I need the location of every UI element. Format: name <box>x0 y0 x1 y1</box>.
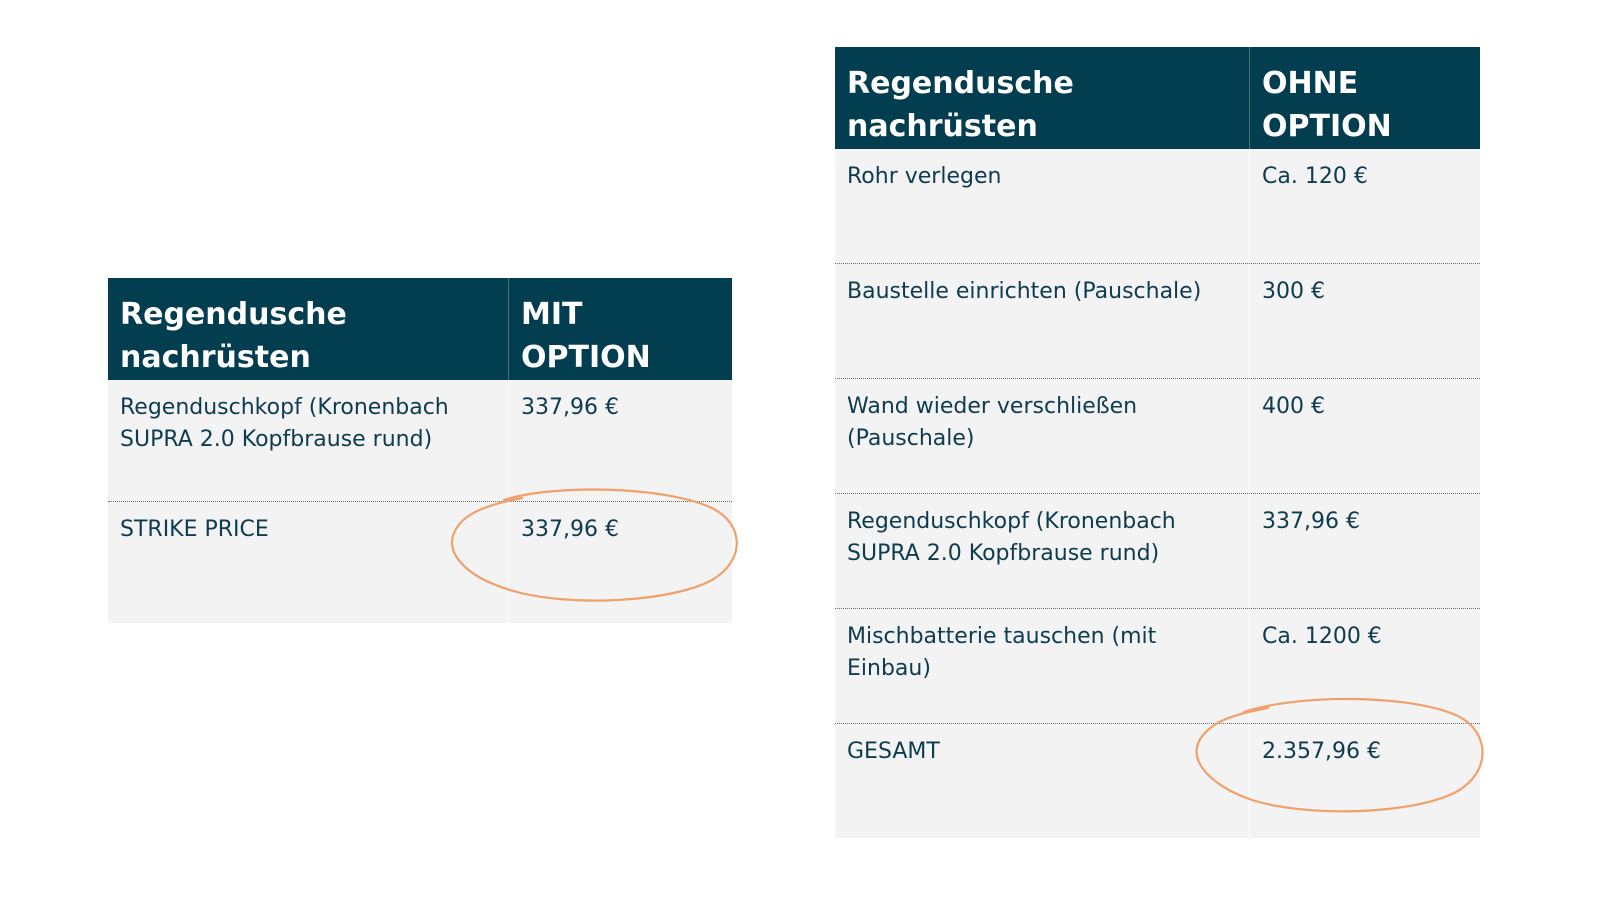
row-price: Ca. 1200 € <box>1249 609 1480 723</box>
row-item: Mischbatterie tauschen (mit Einbau) <box>847 624 1157 681</box>
row-price: Ca. 120 € <box>1249 149 1480 263</box>
row-item: Baustelle einrichten (Pauschale) <box>847 279 1202 304</box>
header-label: Regendusche nachrüsten <box>847 66 1074 144</box>
row-item: Regenduschkopf (Kronenbach SUPRA 2.0 Kopfbrause rund) <box>120 395 449 452</box>
table-header <box>108 278 732 380</box>
row-item: STRIKE PRICE <box>120 517 269 542</box>
table-row <box>835 149 1480 264</box>
row-price: 2.357,96 € <box>1249 724 1480 838</box>
table-row <box>835 264 1480 379</box>
table-row <box>835 494 1480 609</box>
row-price: 400 € <box>1249 379 1480 493</box>
row-price: 337,96 € <box>508 502 732 623</box>
row-item: Regenduschkopf (Kronenbach SUPRA 2.0 Kopfbrause rund) <box>847 509 1176 566</box>
table-row <box>108 380 732 502</box>
header-option: OHNE OPTION <box>1249 47 1480 149</box>
highlight-circle-ohne <box>1188 696 1492 816</box>
row-item: Wand wieder verschließen (Pauschale) <box>847 394 1138 451</box>
row-price: 337,96 € <box>1249 494 1480 608</box>
header-option: MIT OPTION <box>508 278 732 380</box>
highlight-circle-mit <box>444 486 748 606</box>
row-item: GESAMT <box>847 739 940 764</box>
row-price: 337,96 € <box>508 380 732 501</box>
table-header <box>835 47 1480 149</box>
table-row <box>835 379 1480 494</box>
row-price: 300 € <box>1249 264 1480 378</box>
row-item: Rohr verlegen <box>847 164 1002 189</box>
header-label: Regendusche nachrüsten <box>120 297 347 375</box>
